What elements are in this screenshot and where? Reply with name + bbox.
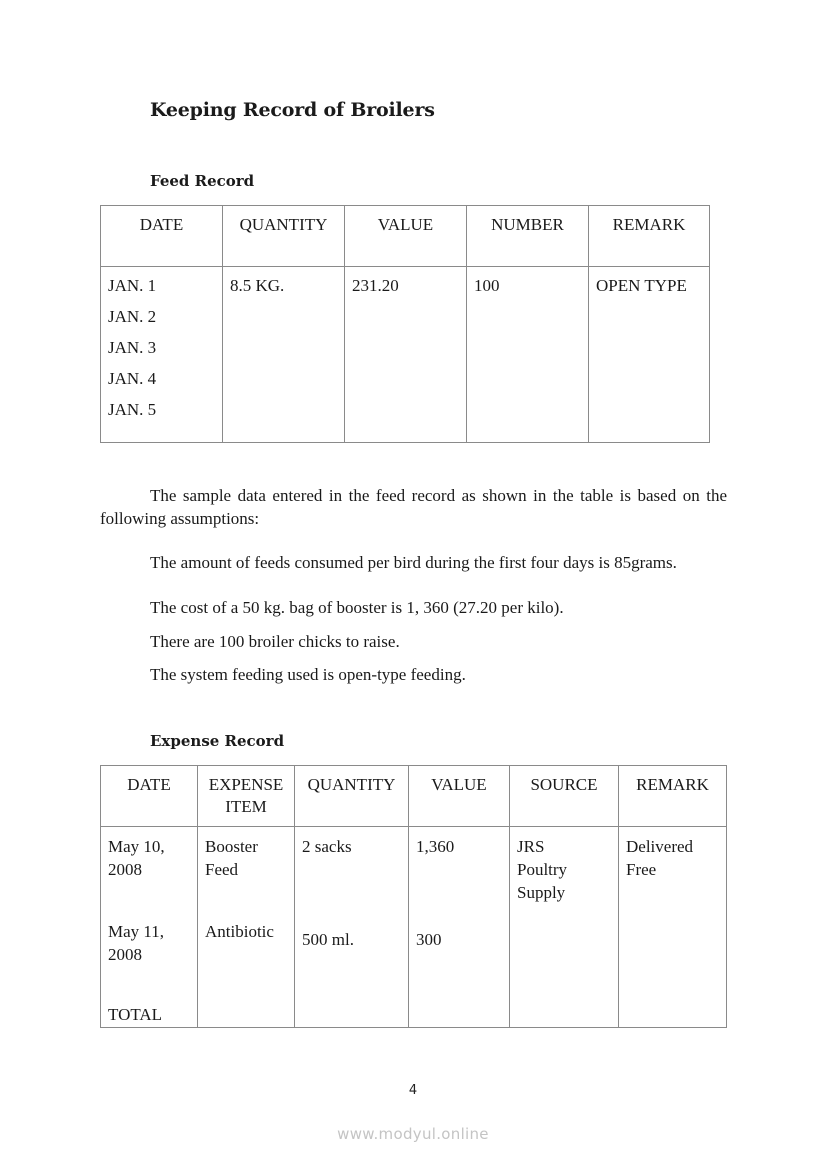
feed-date: JAN. 2 bbox=[108, 307, 157, 326]
page-title: Keeping Record of Broilers bbox=[150, 99, 435, 121]
feed-date: JAN. 3 bbox=[108, 338, 157, 357]
assumption-item: The amount of feeds consumed per bird during the first four days is 85grams. bbox=[150, 553, 677, 572]
feed-record-heading: Feed Record bbox=[150, 172, 255, 190]
feed-quantity: 8.5 KG. bbox=[230, 276, 285, 295]
feed-date: JAN. 4 bbox=[108, 369, 157, 388]
expense-total-label: TOTAL bbox=[108, 1005, 163, 1024]
feed-remark-cell bbox=[589, 267, 710, 443]
assumptions-intro: The sample data entered in the feed record as shown in the table is based on the following assumptions: bbox=[100, 486, 727, 528]
expense-date-cell bbox=[101, 827, 198, 1028]
expense-quantity: 2 sacks bbox=[302, 837, 352, 856]
expense-date: May 11, 2008 bbox=[108, 922, 165, 964]
expense-remark: Delivered Free bbox=[626, 837, 694, 879]
feed-record-table bbox=[100, 205, 710, 443]
feed-quantity-cell bbox=[223, 267, 345, 443]
feed-col-number: NUMBER bbox=[467, 206, 589, 267]
assumption-item: There are 100 broiler chicks to raise. bbox=[150, 632, 400, 651]
feed-dates-cell bbox=[101, 267, 223, 443]
feed-number-cell bbox=[467, 267, 589, 443]
feed-date: JAN. 1 bbox=[108, 276, 157, 295]
feed-col-value: VALUE bbox=[345, 206, 467, 267]
expense-value-cell bbox=[409, 827, 510, 1028]
feed-col-remark: REMARK bbox=[589, 206, 710, 267]
feed-value: 231.20 bbox=[352, 276, 399, 295]
feed-col-quantity: QUANTITY bbox=[223, 206, 345, 267]
feed-remark: OPEN TYPE bbox=[596, 276, 687, 295]
expense-date: May 10, 2008 bbox=[108, 837, 165, 879]
feed-col-date: DATE bbox=[101, 206, 223, 267]
feed-number: 100 bbox=[474, 276, 500, 295]
expense-record-table bbox=[100, 765, 727, 1028]
expense-item-cell bbox=[198, 827, 295, 1028]
expense-value: 1,360 bbox=[416, 837, 455, 856]
page-number: 4 bbox=[408, 1083, 418, 1098]
table-row bbox=[101, 827, 727, 1028]
feed-date: JAN. 5 bbox=[108, 400, 157, 419]
expense-col-date: DATE bbox=[101, 766, 198, 827]
table-row bbox=[101, 267, 710, 443]
expense-header-row bbox=[101, 766, 727, 827]
expense-col-item: EXPENSE ITEM bbox=[198, 766, 295, 827]
assumption-item: The system feeding used is open-type feeding. bbox=[150, 665, 466, 684]
expense-source-cell bbox=[510, 827, 619, 1028]
expense-item: Booster Feed bbox=[205, 837, 258, 879]
expense-quantity-cell bbox=[295, 827, 409, 1028]
expense-quantity: 500 ml. bbox=[302, 930, 354, 949]
expense-col-remark: REMARK bbox=[619, 766, 727, 827]
expense-source: JRS Poultry Supply bbox=[517, 837, 568, 902]
feed-header-row bbox=[101, 206, 710, 267]
assumption-item: The cost of a 50 kg. bag of booster is 1, 360 (27.20 per kilo). bbox=[150, 598, 564, 617]
watermark: www.modyul.online bbox=[337, 1125, 489, 1143]
expense-col-quantity: QUANTITY bbox=[295, 766, 409, 827]
expense-value: 300 bbox=[416, 930, 442, 949]
expense-col-source: SOURCE bbox=[510, 766, 619, 827]
expense-col-value: VALUE bbox=[409, 766, 510, 827]
expense-remark-cell bbox=[619, 827, 727, 1028]
feed-value-cell bbox=[345, 267, 467, 443]
expense-record-heading: Expense Record bbox=[150, 732, 285, 750]
expense-item: Antibiotic bbox=[205, 922, 274, 941]
